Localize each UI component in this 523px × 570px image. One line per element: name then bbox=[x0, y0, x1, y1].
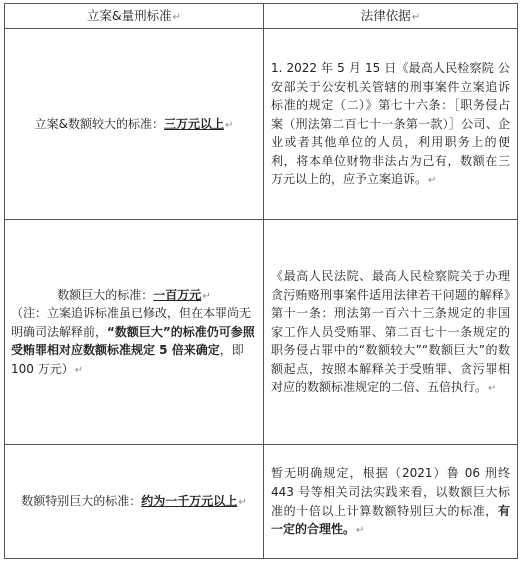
basis-text-bold: 有一定的合理性。 bbox=[271, 503, 510, 537]
standard-cell-especially-huge-amount bbox=[5, 445, 264, 559]
header-basis-label: 法律依据 bbox=[360, 8, 411, 24]
basis-cell-large-amount bbox=[264, 29, 518, 220]
standard-value: 一百万元 bbox=[153, 287, 202, 302]
paragraph-mark: ↵ bbox=[238, 497, 247, 509]
table-row bbox=[5, 220, 518, 445]
table-row bbox=[5, 29, 518, 220]
paragraph-mark: ↵ bbox=[74, 364, 84, 376]
basis-text: 暂无明确规定，根据（2021）鲁 06 刑终 443 号等相关司法实践来看，以数额巨大标准的十倍以上计算数额特别巨大的标准， bbox=[271, 466, 510, 518]
paragraph-mark: ↵ bbox=[224, 119, 234, 131]
note-text-bold: “数额巨大”的标准仍可参照受贿罪相对应数额标准规定 5 倍来确定 bbox=[11, 324, 255, 358]
standard-cell-huge-amount bbox=[5, 220, 264, 445]
standard-label: 数额特别巨大的标准： bbox=[21, 494, 142, 509]
basis-text: 1. 2022 年 5 月 15 日《最高人民检察院 公安部关于公安机关管辖的刑事案件立案追诉标准的规定（二）》第七十六条：［职务侵占案（刑法第二百七十一条第一款）］公司、企业或者其他单位的人员，利用职务上的便利，将本单位财物非法占为己有，数额在三万元以上的，应予立案追诉。 bbox=[271, 60, 510, 187]
header-standard-label: 立案&量刑标准 bbox=[86, 8, 172, 24]
paragraph-mark: ↵ bbox=[488, 383, 497, 395]
note-text-start: （注：立案追诉标准虽已修改，但在本罪尚无明确司法解释前， bbox=[11, 306, 252, 339]
standard-heading bbox=[5, 286, 263, 305]
legal-standards-table bbox=[4, 3, 518, 559]
header-cell-standard bbox=[5, 4, 264, 29]
header-cell-basis bbox=[264, 4, 518, 29]
standard-note bbox=[5, 304, 263, 378]
basis-cell-huge-amount bbox=[264, 220, 518, 445]
basis-cell-especially-huge-amount bbox=[264, 445, 518, 559]
table-row bbox=[5, 445, 518, 559]
basis-text: 《最高人民法院、最高人民检察院关于办理贪污贿赂刑事案件适用法律若干问题的解释》第十一条：刑法第一百六十三条规定的非国家工作人员受贿罪、第二百七十一条规定的职务侵占罪中的“数额较大”“数额巨大”的数额起点，按照本解释关于受贿罪、贪污罪相对应的数额标准规定的二倍、五倍执行。 bbox=[271, 268, 510, 395]
standard-value: 约为一千万元以上 bbox=[141, 494, 238, 509]
table-header-row bbox=[5, 4, 518, 29]
standard-label: 立案&数额较大的标准： bbox=[34, 116, 164, 131]
standard-label: 数额巨大的标准： bbox=[57, 287, 154, 302]
standard-cell-large-amount bbox=[5, 29, 264, 220]
note-text-end: ，即 100 万元） bbox=[11, 343, 244, 376]
paragraph-mark: ↵ bbox=[411, 12, 421, 24]
standard-value: 三万元以上 bbox=[163, 116, 224, 131]
paragraph-mark: ↵ bbox=[172, 12, 182, 24]
paragraph-mark: ↵ bbox=[202, 290, 211, 302]
paragraph-mark: ↵ bbox=[356, 525, 365, 537]
paragraph-mark: ↵ bbox=[428, 175, 437, 187]
